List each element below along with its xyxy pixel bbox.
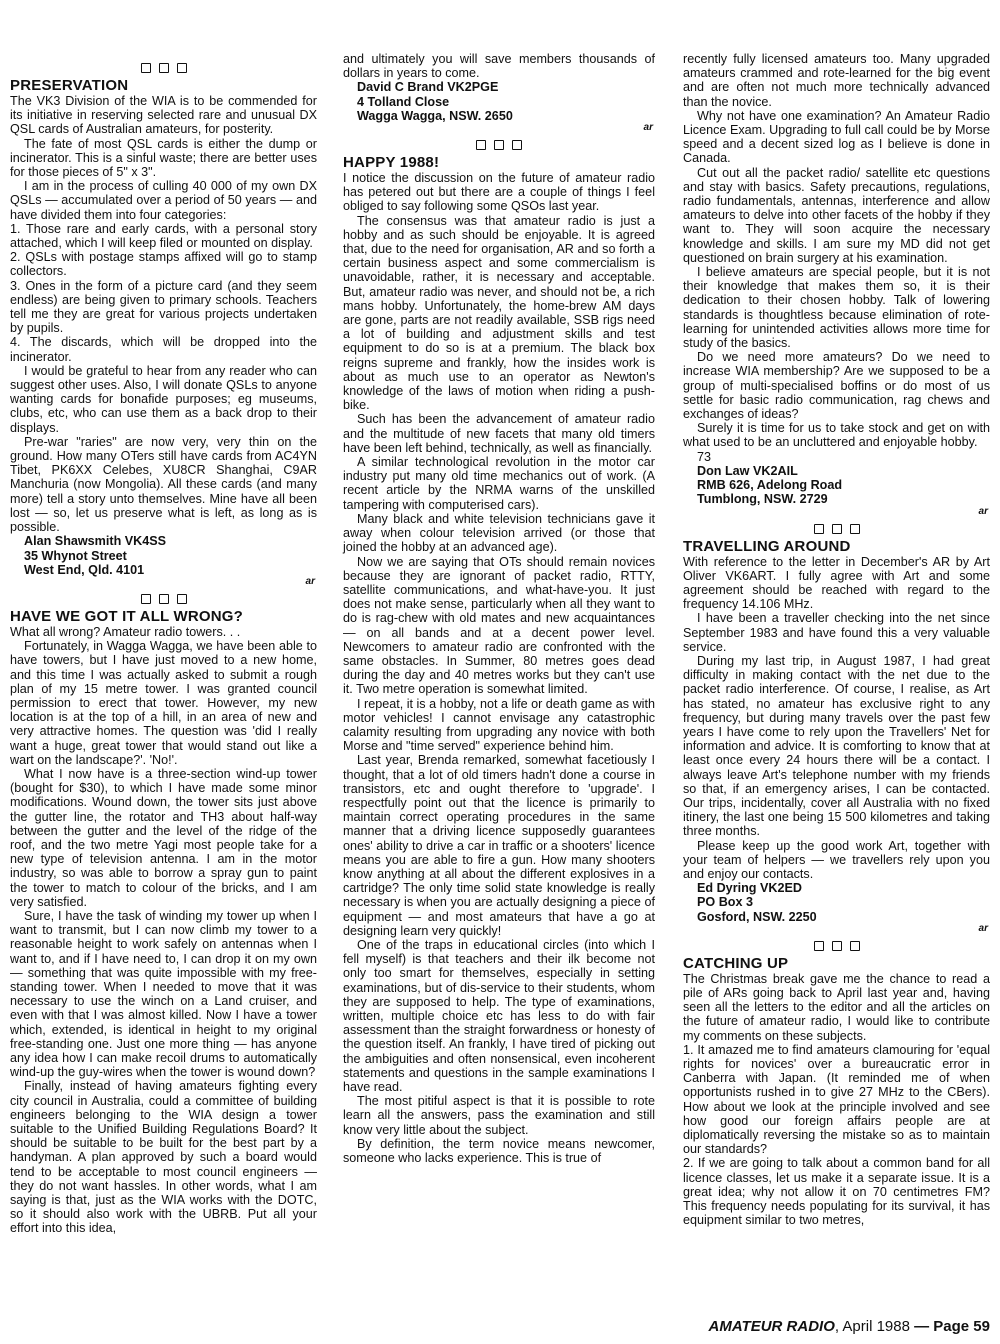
section-separator (683, 523, 990, 535)
paragraph: The consensus was that amateur radio is just a hobby and as such should be enjoyable. It is agreed that, due to the need for organisation, AR and so forth a certain business aspect and some commercialism is unavoidable, rather, it is necessary and acceptable. But, amateur radio was never, and should not be, a rich mans hobby. Unfortunately, the home-brew AM days are gone, parts are not readily available, SSB rigs need a lot of building and adjustment skills and test equipment to do so is at a premium. The black box reigns supreme and frankly, how the insides work is about as much use to an operator as Newton's knowledge of the laws of motion when riding a push-bike. (343, 213, 655, 413)
column-2 (343, 52, 655, 1165)
paragraph: Last year, Brenda remarked, somewhat facetiously I thought, that a lot of old timers hadn't done a course in transistors, etc and ought therefore to 'upgrade'. I respectfully point out that the licence is primarily to maintain correct operating procedures in the same manner that a driving licence supposedly guarantees ones' ability to drive a car in traffic or a shooters' licence means you are able to fire a gun. How many shooters know anything at all about the different explosives in a cartridge? The only time solid state knowledge is really necessary is when you are actually designing a piece of equipment — and most amateurs that have a go at designing learn very quickly! (343, 753, 655, 938)
paragraph: Pre-war "raries" are now very, very thin on the ground. How many OTers still have cards from AC4YN Tibet, PK6XX Celebes, XU8CR Shanghai, C9AR Manchuria (now Mongolia). All these cards (and many more) tell a story unto themselves. Mine have all been lost — so, let us preserve what is left, as long as is possible. (10, 434, 317, 535)
signature-name: David C Brand VK2PGE (357, 80, 499, 95)
square-bullet-icon (177, 594, 187, 604)
paragraph: During my last trip, in August 1987, I had great difficulty in making contact with the net due to the packet radio interference. Of course, I realise, as Art has stated, no amateur has exclusive right to any frequency, but during many travels over the past few years I have come to rely upon the Travellers' Net for information and advice. It is comforting to know that at least once every 24 hours there will be a contact. I always leave Art's telephone number with my friends so that, if an emergency arises, I can be contacted. Our trips, incidentally, cover all Australia with no fixed itinery, the last one being 15 500 kilometres and taking three months. (683, 653, 990, 839)
column-3 (683, 52, 990, 1227)
square-bullet-icon (476, 140, 486, 150)
signature-name: Ed Dyring VK2ED (697, 881, 802, 896)
ar-mark: ar (643, 122, 653, 134)
paragraph: I believe amateurs are special people, but it is not their knowledge that makes them so, it is their dedication to their chosen hobby. Talk of lowering standards is thoughtless because elimination of rote-learning for unintended activities allows more time for study of the basics. (683, 265, 990, 351)
section-separator (10, 593, 317, 605)
signature-address: Wagga Wagga, NSW. 2650 (357, 108, 513, 123)
paragraph: A similar technological revolution in the motor car industry put many old time mechanics out of work. (A recent article by the NRMA warns of the unskilled tampering with computerised cars). (343, 455, 655, 512)
list-item: 2. QSLs with postage stamps affixed will go to stamp collectors. (10, 250, 317, 279)
paragraph: Cut out all the packet radio/ satellite etc questions and stay with basics. Safety precautions, regulations, radio fundamentals, antennas, interference and allow amateurs to delve into other facets of the hobby if they want to. They will soon acquire the necessary knowledge and skills. I am sure my MD did not get questioned on brain surgery at his examination. (683, 165, 990, 265)
paragraph: Why not have one examination? An Amateur Radio Licence Exam. Upgrading to full call could be by Morse speed and a decent sized log as I believe is done in Canada. (683, 108, 990, 166)
paragraph: With reference to the letter in December's AR by Art Oliver VK6ART. I fully agree with Art and some agreement should be reached with regard to the frequency 14.106 MHz. (683, 554, 990, 612)
paragraph: I am in the process of culling 40 000 of my own DX QSLs — accumulated over a period of 50 years — and have divided them into four categories: (10, 179, 317, 222)
issue-date: , April 1988 (834, 1318, 910, 1335)
magazine-title: AMATEUR RADIO (708, 1318, 835, 1335)
column-1 (10, 56, 317, 1236)
square-bullet-icon (159, 63, 169, 73)
square-bullet-icon (159, 594, 169, 604)
signature-address: 4 Tolland Close (357, 94, 450, 109)
paragraph: Surely it is time for us to take stock and get on with what used to be an uncluttered and enjoyable hobby. (683, 421, 990, 450)
paragraph: What all wrong? Amateur radio towers. . . (10, 624, 241, 639)
square-bullet-icon (177, 63, 187, 73)
square-bullet-icon (814, 524, 824, 534)
paragraph: By definition, the term novice means newcomer, someone who lacks experience. This is true of (343, 1136, 655, 1166)
signature-address: 35 Whynot Street (24, 548, 127, 563)
heading-catching-up: CATCHING UP (683, 954, 789, 972)
paragraph: I notice the discussion on the future of amateur radio has petered out but there are a couple of things I feel obliged to say following some QSOs last year. (343, 171, 655, 214)
list-item: 4. The discards, which will be dropped into the incinerator. (10, 335, 317, 364)
square-bullet-icon (512, 140, 522, 150)
paragraph: Finally, instead of having amateurs fighting every city council in Australia, could a committee of building engineers belonging to the WIA design a tower suitable to the Unified Building Regulations Board? It should be suitable to be built for the best part by a handyman. A plan approved by such a board would tend to be acceptable to most council engineers — they do not want hassles. In other words, what I am saying is that, just as the WIA works with the DOTC, so it should also work with the UBRB. Put all your effort into this idea, (10, 1079, 317, 1236)
square-bullet-icon (832, 524, 842, 534)
paragraph: Sure, I have the task of winding my tower up when I want to transmit, but I can now climb my tower to a reasonable height to work safely on antennas when I want to, and if I have need to, I can drop it on my own — something that was quite impossible with my free-standing tower. When I needed to move that it was necessary to use the winch on a Land cruiser, and even with that I was almost killed. Now I have a tower which, extended, is identical in height to my original free-standing one. Just one more thing — has anyone any idea how I can make recoil drums to automatically wind-up the guy-wires when the tower is wound down? (10, 908, 317, 1080)
paragraph: I have been a traveller checking into the net since September 1983 and have found this a very valuable service. (683, 611, 990, 654)
paragraph: The Christmas break gave me the chance to read a pile of ARs going back to April last year and, having seen all the letters to the editor and all the articles on the future of amateur radio, I would like to contribute my comments on these subjects. (683, 971, 990, 1043)
list-item: 3. Ones in the form of a picture card (and they seem endless) are being given to primary schools. Teachers tell me they are great for various projects undertaken by pupils. (10, 278, 317, 336)
list-item: 2. If we are going to talk about a common band for all licence classes, let us make it a separate issue. It is a great idea; why not allow it on 70 centimetres FM? This frequency needs populating for its survival, it has equipment similar to two metres, (683, 1156, 990, 1228)
section-separator (683, 940, 990, 952)
square-bullet-icon (850, 941, 860, 951)
paragraph: and ultimately you will save members thousands of dollars in years to come. (343, 52, 655, 81)
signature-name: Alan Shawsmith VK4SS (24, 534, 167, 549)
paragraph: Fortunately, in Wagga Wagga, we have been able to have towers, but I have just moved to a new home, and this time I was actually asked to submit a rough plan of my 15 metre tower. I was granted council permission to erect that tower. However, my new location is at the top of a hill, in an area of new and very attractive homes. The question was 'did I really want a huge, great tower that would stand out like a wart on the landscape?'. 'No!'. (10, 639, 317, 767)
page-number: — Page 59 (909, 1318, 990, 1335)
paragraph: I repeat, it is a hobby, not a life or death game as with motor vehicles! I cannot envisage any catastrophic calamity resulting from upgrading any novice with both Morse and "time served" experience behind him. (343, 696, 655, 754)
paragraph: Please keep up the good work Art, together with your team of helpers — we travellers rely upon you and enjoy our contacts. (683, 838, 990, 881)
signature-address: West End, Qld. 4101 (24, 562, 145, 577)
section-separator (10, 62, 317, 74)
paragraph: One of the traps in educational circles (into which I fell myself) is that teachers and their ilk become not only too smart for themselves, especially in setting examinations, but of dis-service to their students, whom they are supposed to help. The type of examinations, written, multiple choice etc has less to do with fair assessment than the straight forwardness or honesty of the question itself. An frankly, I have tired of picking out the ambiguities and often nonsensical, even incoherent statements and questions in the sample examinations I have read. (343, 937, 655, 1095)
signature-address: RMB 626, Adelong Road (697, 478, 843, 493)
paragraph: recently fully licensed amateurs too. Many upgraded amateurs crammed and rote-learned for the big event and are often not much more technically advanced than the novice. (683, 52, 990, 109)
heading-preservation: PRESERVATION (10, 77, 129, 94)
list-item: 1. Those rare and early cards, with a personal story attached, which I will keep filed or mounted on display. (10, 221, 317, 251)
paragraph: Such has been the advancement of amateur radio and the multitude of new facets that many old timers have been left behind, technically, as well as financially. (343, 412, 655, 455)
section-separator (343, 139, 655, 151)
paragraph: Now we are saying that OTs should remain novices because they are ignorant of packet radio, RTTY, satellite communications, and what-have-you. It just does not make sense, particularly when all they want to do is rag-chew with old mates and new acquaintances — on all bands and at a decent power level. Newcomers to amateur radio are confronted with the same obstacles. In Summer, 80 metres goes dead during the day and 40 metres works but they can't use it. Two metre operation is somewhat limited. (343, 554, 655, 697)
heading-all-wrong: HAVE WE GOT IT ALL WRONG? (10, 607, 244, 625)
signature-address: Tumblong, NSW. 2729 (697, 492, 828, 507)
paragraph: I would be grateful to hear from any reader who can suggest other uses. Also, I will donate QSLs to anyone wanting cards for bonafide purposes; eg museums, clubs, etc, who can use them as a back drop to their displays. (10, 363, 317, 435)
page-footer (688, 1318, 990, 1336)
heading-travelling: TRAVELLING AROUND (683, 537, 851, 555)
paragraph: What I now have is a three-section wind-up tower (bought for $30), to which I have made some minor modifications. Wound down, the tower sits just above the gutter line, the rotator and TH3 about half-way between the gutter and the level of the ridge of the roof, and the two metre Yagi most people take for a new type of television antenna. I am in the motor industry, so was able to borrow a spray gun to paint the tower to match to colour of the bricks, and I am very satisfied. (10, 766, 317, 909)
paragraph: The most pitiful aspect is that it is possible to rote learn all the answers, pass the examination and still know very little about the subject. (343, 1094, 655, 1137)
ar-mark: ar (305, 575, 315, 587)
square-bullet-icon (141, 594, 151, 604)
paragraph: Do we need more amateurs? Do we need to increase WIA membership? Are we supposed to be a group of multi-specialised boffins or do most of us settle for basic radio communication, rag chews and exchanges of ideas? (683, 350, 990, 422)
square-bullet-icon (850, 524, 860, 534)
ar-mark: ar (978, 922, 988, 934)
square-bullet-icon (494, 140, 504, 150)
square-bullet-icon (141, 63, 151, 73)
ar-mark: ar (978, 505, 988, 517)
paragraph: Many black and white television technicians gave it away when colour television arrived (or those that joined the hobby at an advanced age). (343, 511, 655, 555)
list-item: 1. It amazed me to find amateurs clamouring for 'equal rights for novices' over a bureaucratic error in Canberra with Japan. (It reminded me of when opportunists rushed in to give 27 MHz to the CBers). How about we look at the principle involved and see how good our foreign affairs people are at diplomatically reversing the mistake so as to maintain our standards? (683, 1042, 990, 1157)
signature-address: Gosford, NSW. 2250 (697, 909, 817, 924)
paragraph: The fate of most QSL cards is either the dump or incinerator. This is a sinful waste; there are better uses for those pieces of 5" x 3". (10, 136, 317, 180)
closing-73: 73 (697, 449, 712, 464)
signature-address: PO Box 3 (697, 895, 753, 910)
square-bullet-icon (814, 941, 824, 951)
paragraph: The VK3 Division of the WIA is to be commended for its initiative in reserving selected rare and unusual DX QSL cards of Australian amateurs, for posterity. (10, 94, 317, 137)
signature-name: Don Law VK2AIL (697, 463, 798, 478)
square-bullet-icon (832, 941, 842, 951)
heading-happy-1988: HAPPY 1988! (343, 154, 440, 172)
